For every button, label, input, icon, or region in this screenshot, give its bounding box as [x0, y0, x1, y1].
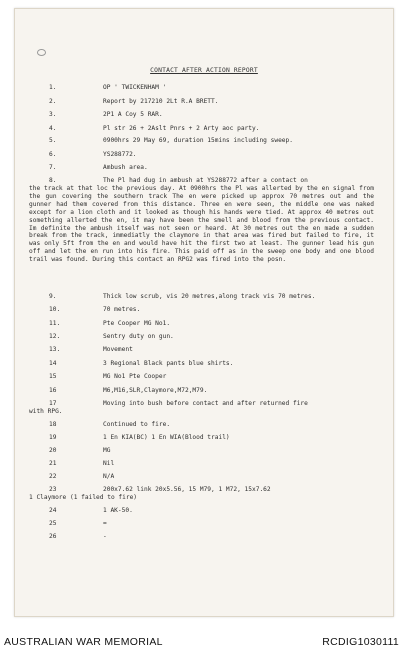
- report-title: CONTACT AFTER ACTION REPORT: [150, 67, 258, 74]
- footer-record-id: RCDIG1030111: [322, 636, 399, 648]
- list-item-continuation: 1 Claymore (1 failed to fire): [29, 494, 138, 501]
- punch-hole-mark: [37, 49, 46, 56]
- document-page: CONTACT AFTER ACTION REPORT 1. OP ' TWICKENHAM ' 2. Report by 217210 2Lt R.A BRETT. 3. 2P1 A Coy 5 RAR. 4. Pl str 26 + 2Aslt Pnrs + 2 Arty aoc party. 5. 0900hrs 29 May 69, duration 15mins including sweep. 6. YS288772. 7. Ambush area. 8. The Pl had dug in ambush at YS288772 after a contact on the track at that loc the previous day. At 0900hrs the Pl was allerted by the en signal from the gun covering the southern track The en were picked up approx 70 metres out and the gunner had them covered from this distance. Three en were seen, the middle one was naked except for a lion cloth and it looked as though his hands were tied. At approx 40 metres out something allerted the en, it may have been the smell and blood from the previous contact. Im definite the ambush itself was not seen or heard. At 30 metres out the en made a sudden break from the track, immediatly the claymore in that area was fired but failed to fire, it was only 5ft from the en and would have hit the first two at least. The gunner lead his gun off and let the en run into his fire. This paid off as in the sweep one body and one blood trail was found. During this contact an RPG2 was fired into the posn. 9. Thick low scrub, vis 20 metres,along track vis 70 metres. 10. 70 metres. 11. Pte Cooper MG No1. 12. Sentry duty on gun. 13. Movement 14 3 Regional Black pants blue shirts. 15 MG No1 Pte Cooper 16 M6,M16,SLR,Claymore,M72,M79. 17 Moving into bush before contact and after returned fire with RPG. 18 Continued to fire. 19 1 En KIA(BC) 1 En WIA(Blood trail) 20 MG 21 Nil 22 N/A 23 200x7.62 link 20x5.56, 15 M79, 1 M72, 15x7.62 1 Claymore (1 failed to fire) 24 1 AK-50. 25 = 26 -: [14, 8, 394, 617]
- list-item-continuation: with RPG.: [29, 408, 63, 415]
- footer-archive-name: AUSTRALIAN WAR MEMORIAL: [4, 636, 163, 648]
- paragraph-8-body: the track at that loc the previous day. At 0900hrs the Pl was allerted by the en signal from the gun covering the southern track The en were picked up approx 70 metres out and the gunner had them covered from this distance. Three en were seen, the middle one was naked except for a lion cloth and it looked as though his hands were tied. At approx 40 metres out something allerted the en, it may have been the smell and blood from the previous contact. Im definite the ambush itself was not seen or heard. At 30 metres out the en made a sudden break from the track, immediatly the claymore in that area was fired but failed to fire, it was only 5ft from the en and would have hit the first two at least. The gunner lead his gun off and let the en run into his fire. This paid off as in the sweep one body and one blood trail was found. During this contact an RPG2 was fired into the posn.: [29, 185, 374, 264]
